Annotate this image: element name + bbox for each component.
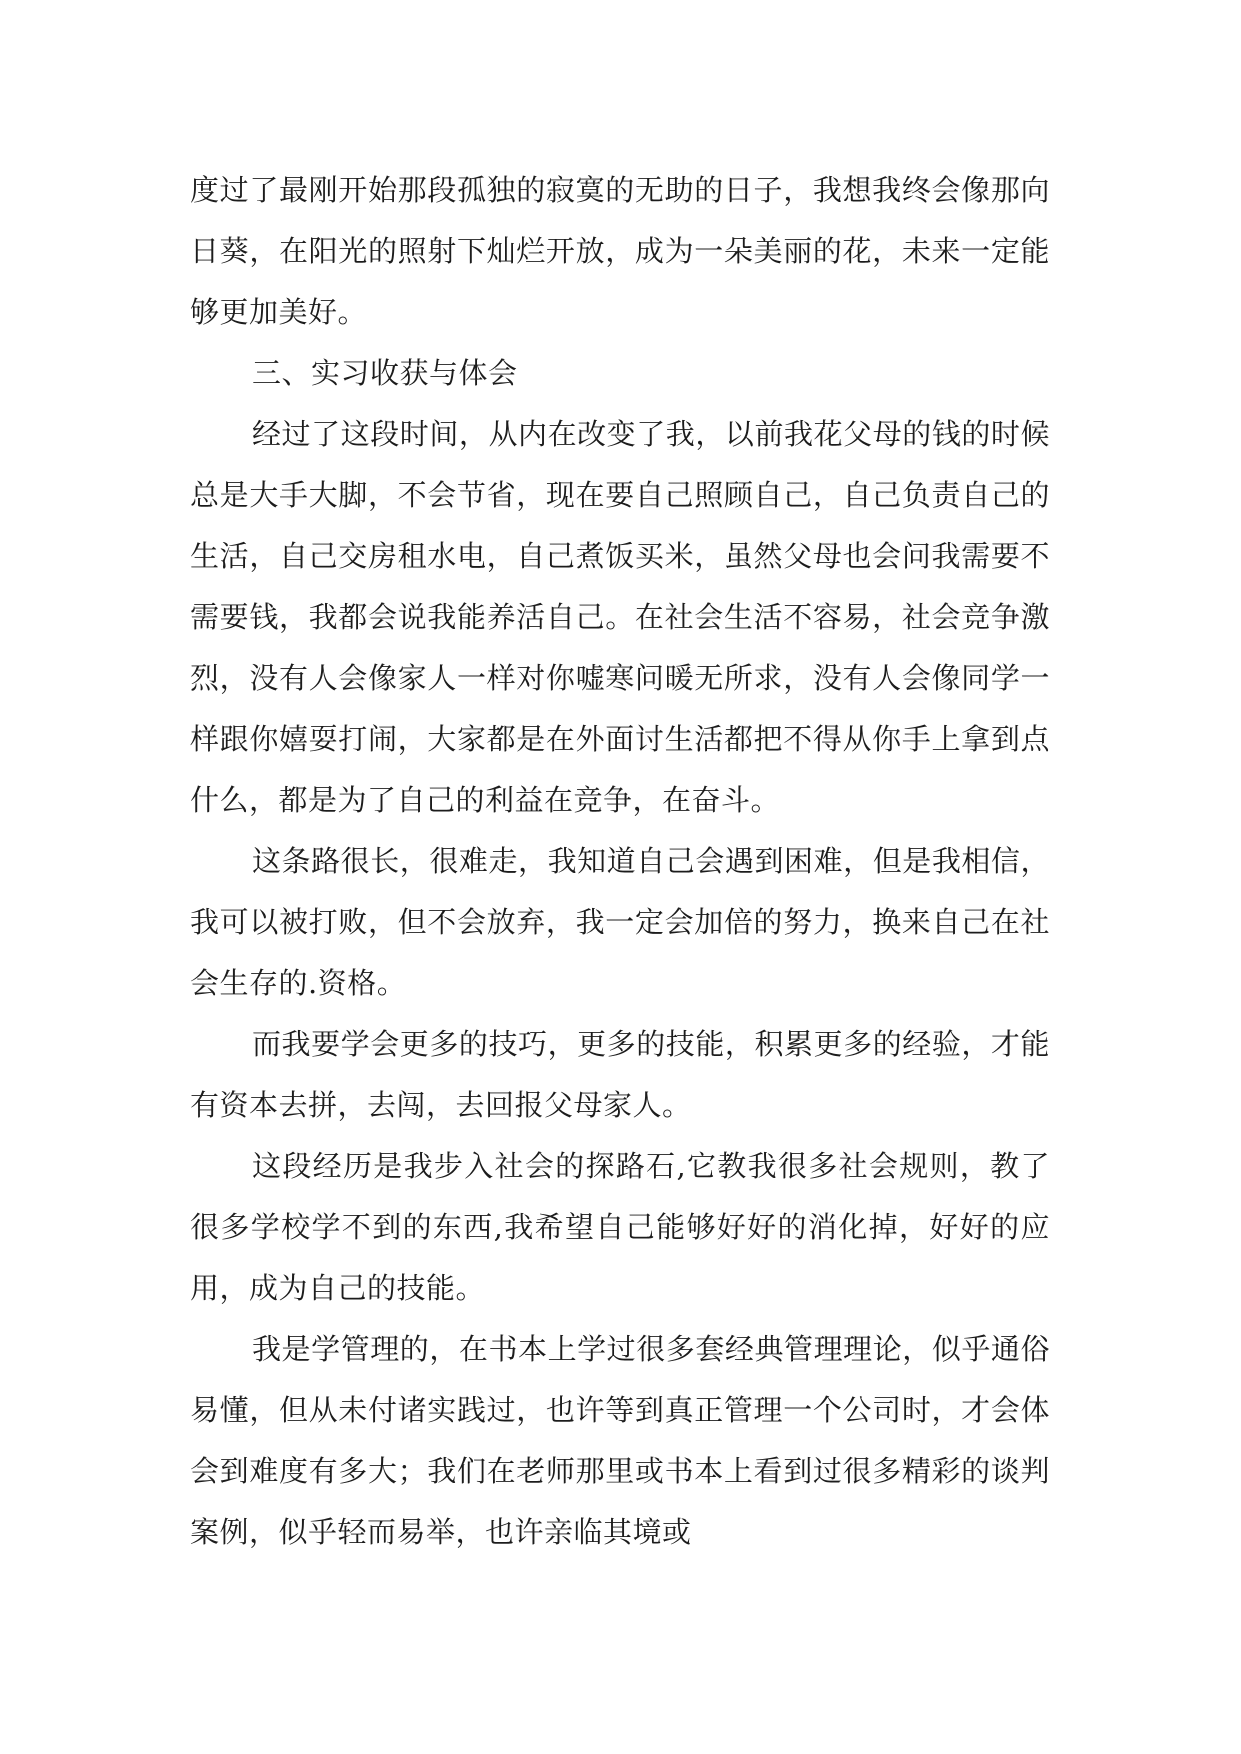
paragraph-continued: 度过了最刚开始那段孤独的寂寞的无助的日子，我想我终会像那向日葵，在阳光的照射下灿烂开放，成为一朵美丽的花，未来一定能够更加美好。: [190, 173, 1050, 329]
paragraph-stepping-stone: 这段经历是我步入社会的探路石,它教我很多社会规则，教了很多学校学不到的东西,我希望自己能够好好的消化掉，好好的应用，成为自己的技能。: [190, 1149, 1050, 1305]
document-body: [190, 160, 1050, 1563]
paragraph-experience-change: 经过了这段时间，从内在改变了我，以前我花父母的钱的时候总是大手大脚，不会节省，现在要自己照顾自己，自己负责自己的生活，自己交房租水电，自己煮饭买米，虽然父母也会问我需要不需要钱，我都会说我能养活自己。在社会生活不容易，社会竞争激烈，没有人会像家人一样对你嘘寒问暖无所求，没有人会像同学一样跟你嬉耍打闹，大家都是在外面讨生活都把不得从你手上拿到点什么，都是为了自己的利益在竞争，在奋斗。: [190, 417, 1050, 817]
paragraph-management-theory: 我是学管理的，在书本上学过很多套经典管理理论，似乎通俗易懂，但从未付诸实践过，也许等到真正管理一个公司时，才会体会到难度有多大；我们在老师那里或书本上看到过很多精彩的谈判案例，似乎轻而易举，也许亲临其境或: [190, 1332, 1050, 1549]
section-heading: 三、实习收获与体会: [252, 356, 518, 390]
paragraph-learn-skills: 而我要学会更多的技巧，更多的技能，积累更多的经验，才能有资本去拼，去闯，去回报父母家人。: [190, 1027, 1050, 1122]
paragraph-long-road: 这条路很长，很难走，我知道自己会遇到困难，但是我相信，我可以被打败，但不会放弃，我一定会加倍的努力，换来自己在社会生存的.资格。: [190, 844, 1050, 1000]
